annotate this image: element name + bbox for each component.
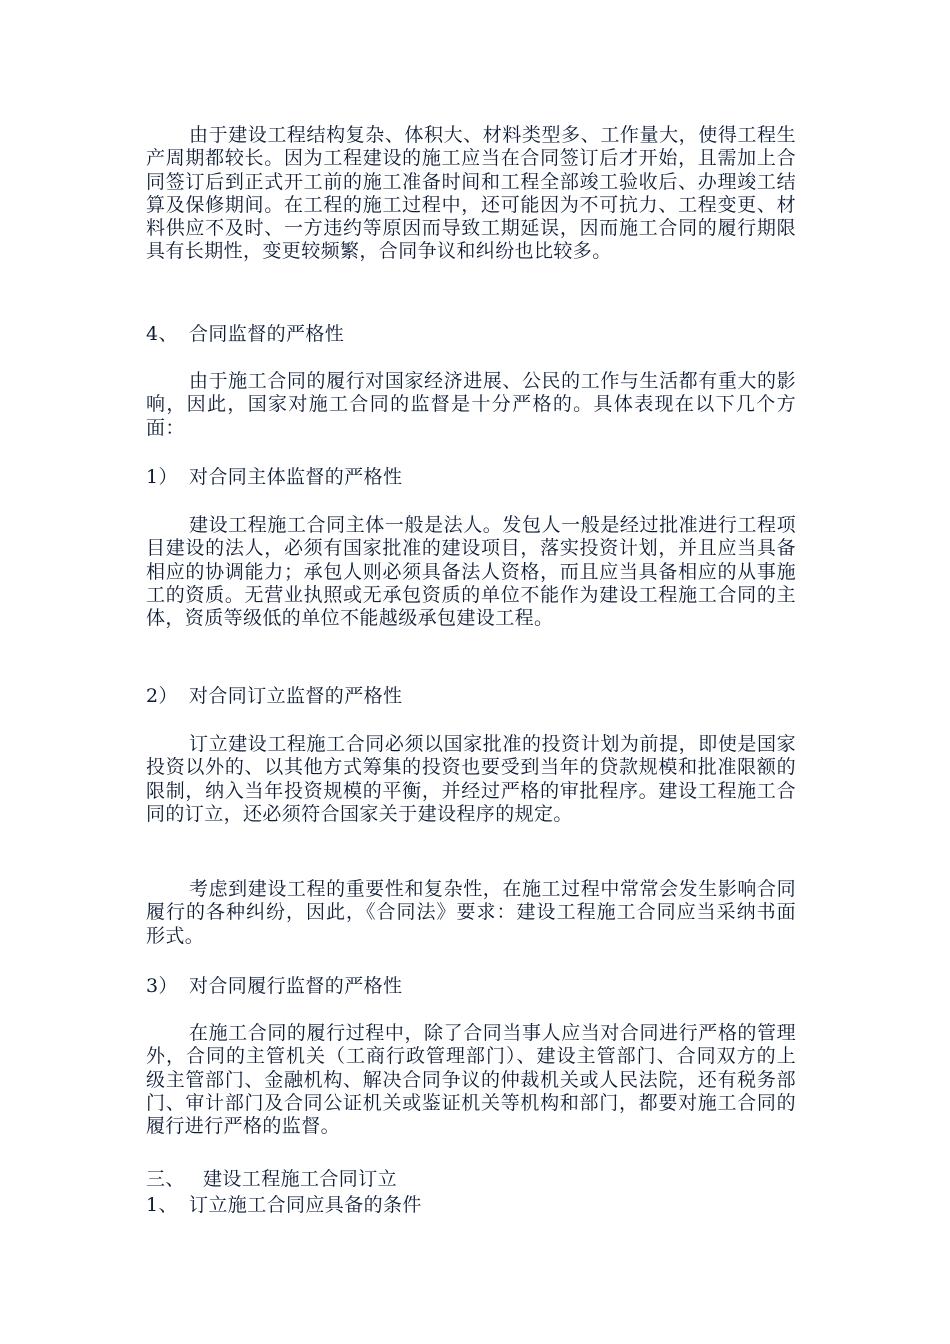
heading-title: 对合同履行监督的严格性 xyxy=(189,975,403,997)
heading-section-three xyxy=(146,1168,397,1191)
paragraph-contract-subject: 建设工程施工合同主体一般是法人。发包人一般是经过批准进行工程项目建设的法人，必须有国家批准的建设项目，落实投资计划，并且应当具备相应的协调能力；承包人则必须具备法人资格，而且应当具备相应的从事施工的资质。无营业执照或无承包资质的单位不能作为建设工程施工合同的主体，资质等级低的单位不能越级承包建设工程。 xyxy=(146,514,796,630)
heading-title: 对合同主体监督的严格性 xyxy=(189,466,403,488)
paragraph-written-form: 考虑到建设工程的重要性和复杂性，在施工过程中常常会发生影响合同履行的各种纠纷，因此，《合同法》要求：建设工程施工合同应当采纳书面形式。 xyxy=(146,878,796,947)
paragraph-construction-period: 由于建设工程结构复杂、体积大、材料类型多、工作量大，使得工程生产周期都较长。因为工程建设的施工应当在合同签订后才开始，且需加上合同签订后到正式开工前的施工准备时间和工程全部竣工验收后、办理竣工结算及保修期间。在工程的施工过程中，还可能因为不可抗力、工程变更、材料供应不及时、一方违约等原因而导致工期延误，因而施工合同的履行期限具有长期性，变更较频繁，合同争议和纠纷也比较多。 xyxy=(146,124,796,263)
heading-number: 3） xyxy=(146,975,178,997)
heading-conditions xyxy=(146,1194,422,1217)
heading-performance-supervision xyxy=(146,975,402,998)
heading-number: 1） xyxy=(146,466,178,488)
heading-number: 2） xyxy=(146,685,178,707)
heading-title: 订立施工合同应具备的条件 xyxy=(189,1194,422,1216)
heading-number: 三、 xyxy=(146,1168,185,1190)
heading-title: 对合同订立监督的严格性 xyxy=(189,685,403,707)
heading-title: 建设工程施工合同订立 xyxy=(203,1168,398,1190)
heading-conclusion-supervision xyxy=(146,685,402,708)
paragraph-supervision-intro: 由于施工合同的履行对国家经济进展、公民的工作与生活都有重大的影响，因此，国家对施工合同的监督是十分严格的。具体表现在以下几个方面： xyxy=(146,370,796,439)
heading-subject-supervision xyxy=(146,466,402,489)
heading-title: 合同监督的严格性 xyxy=(189,323,345,345)
paragraph-performance-management: 在施工合同的履行过程中，除了合同当事人应当对合同进行严格的管理外，合同的主管机关（工商行政管理部门）、建设主管部门、合同双方的上级主管部门、金融机构、解决合同争议的仲裁机关或人民法院，还有税务部门、审计部门及合同公证机关或鉴证机关等机构和部门，都要对施工合同的履行进行严格的监督。 xyxy=(146,1022,796,1138)
paragraph-investment-plan: 订立建设工程施工合同必须以国家批准的投资计划为前提，即使是国家投资以外的、以其他方式筹集的投资也要受到当年的贷款规模和批准限额的限制，纳入当年投资规模的平衡，并经过严格的审批程序。建设工程施工合同的订立，还必须符合国家关于建设程序的规定。 xyxy=(146,733,796,825)
heading-number: 1、 xyxy=(146,1194,178,1216)
heading-contract-supervision xyxy=(146,323,344,346)
heading-number: 4、 xyxy=(146,323,178,345)
